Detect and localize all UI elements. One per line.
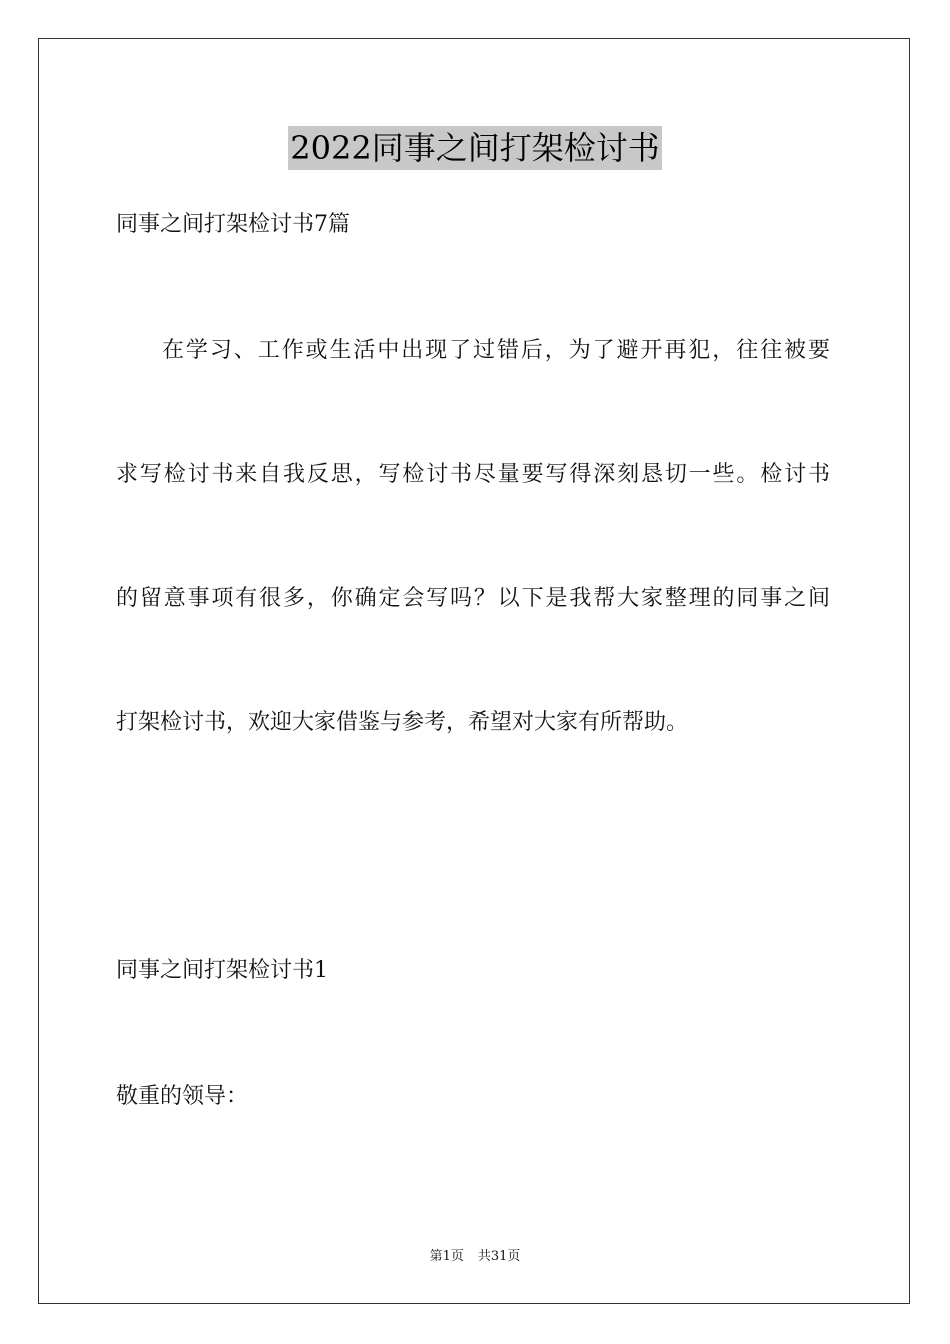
- section-heading: 同事之间打架检讨书1: [116, 958, 328, 983]
- intro-line-3: 的留意事项有很多，你确定会写吗？以下是我帮大家整理的同事之间: [116, 586, 830, 611]
- document-title: 2022同事之间打架检讨书: [288, 126, 661, 170]
- intro-line-2: 求写检讨书来自我反思，写检讨书尽量要写得深刻恳切一些。检讨书: [116, 462, 830, 487]
- intro-line-1: 在学习、工作或生活中出现了过错后，为了避开再犯，往往被要: [162, 338, 830, 363]
- title-container: [0, 126, 950, 170]
- intro-line-4: 打架检讨书，欢迎大家借鉴与参考，希望对大家有所帮助。: [116, 710, 689, 735]
- footer-page-current: 第1页: [429, 1249, 464, 1264]
- salutation: 敬重的领导：: [116, 1084, 249, 1109]
- page-footer: [0, 1248, 950, 1266]
- document-subtitle: 同事之间打架检讨书7篇: [116, 212, 350, 237]
- footer-page-total: 共31页: [477, 1249, 521, 1264]
